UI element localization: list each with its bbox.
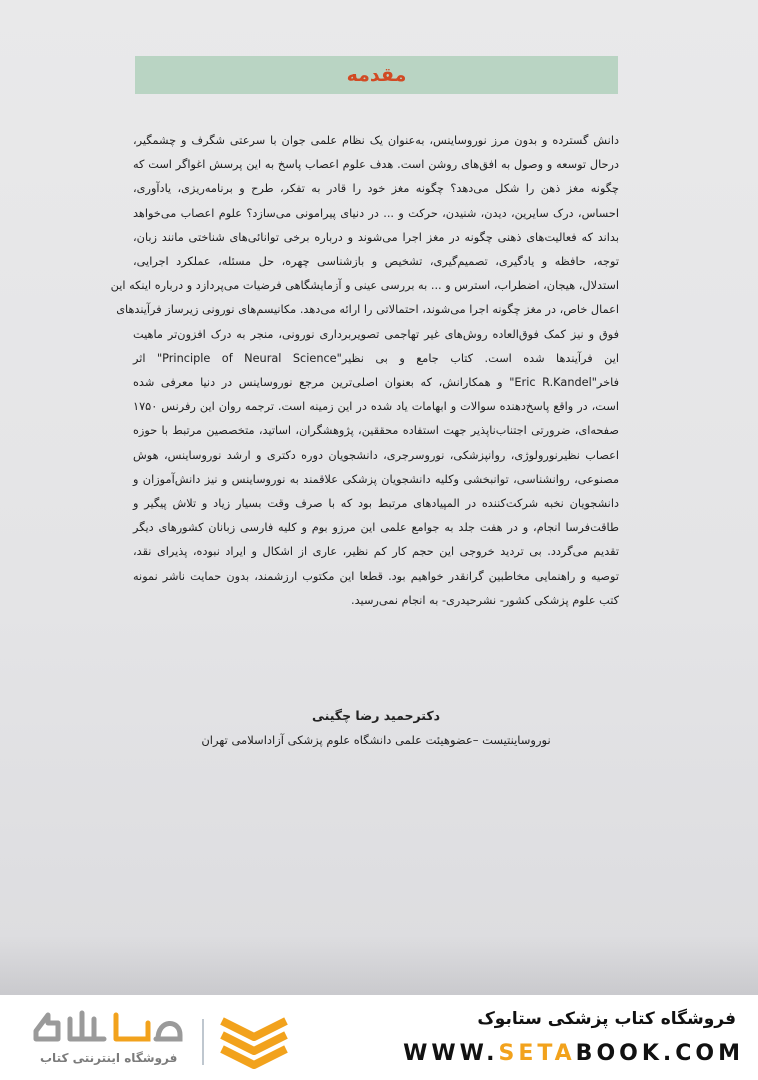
logo-divider: [202, 1019, 204, 1065]
store-name: فروشگاه کتاب پزشکی ستابوک: [477, 1009, 736, 1029]
author-name: دکترحمید رضا چگینی: [311, 708, 441, 723]
paragraph-line: فوق و نیز کمک فوق‌العاده روش‌های غیر تهاجمی تصویربرداری نورونی، منجر به درک افزون‌تر ماهیت: [133, 327, 619, 341]
paragraph-line: توجه، حافظه و یادگیری، تصمیم‌گیری، تشخیص و بازشناسی چهره، حل مسئله، عملکرد اجرایی،: [133, 255, 619, 269]
paragraph-line: دانشجویان نخبه شرکت‌کننده در المپیادهای مرتبط بود که با صرف وقت بسیار زیاد و تلاش پیگیر و: [133, 497, 619, 511]
paragraph-line: طاقت‌فرسا انجام، و در هفت جلد به جوامع علمی این مرزو بوم و کلیه فارسی زبانان کشورهای دیگر: [133, 521, 619, 535]
logo-subtitle: فروشگاه اینترنتی کتاب: [40, 1051, 178, 1065]
introduction-paragraph: [110, 129, 619, 613]
signature-block: [133, 708, 619, 747]
store-footer: [0, 995, 758, 1080]
setabook-logo-wordmark: [30, 1005, 190, 1049]
section-header-bar: [135, 56, 618, 94]
paragraph-line: احساس، درک سایرین، دیدن، شنیدن، حرکت و ... در دنیای پیرامونی می‌سازد؟ علوم اعصاب می‌خواهد: [133, 206, 619, 220]
paragraph-line: توصیه و راهنمایی مخاطبین گرانقدر خواهیم بود. قطعا این مکتوب ارزشمند، بدون حمایت ناشر نمونه: [133, 569, 619, 583]
paragraph-line: استدلال، هیجان، اضطراب، استرس و ... به بررسی عینی و آزمایشگاهی فرضیات می‌پردازد و درباره اینکه این: [110, 279, 619, 293]
section-heading: مقدمه: [346, 64, 407, 86]
store-url[interactable]: [403, 1041, 744, 1066]
paragraph-line: دانش گسترده و بدون مرز نوروساینس، به‌عنوان یک نظام علمی جوان با سرعتی شگرف و چشمگیر،: [133, 134, 619, 147]
paragraph-line: تقدیم می‌گردد. بی تردید خروجی این حجم کار کم نظیر، عاری از اشکال و ایراد نبوده، پذیرای نقد،: [133, 545, 619, 559]
setabook-wordmark-icon: [30, 1005, 190, 1049]
url-prefix: WWW.: [403, 1041, 499, 1066]
author-title: نوروساینتیست –عضوهیئت علمی دانشگاه علوم پزشکی آزاداسلامی تهران: [201, 733, 551, 747]
paragraph-line: مصنوعی، روانشناسی، توانبخشی وکلیه دانشجویان پزشکی علاقمند به نوروساینس و نیز دانش‌آموزان و: [133, 472, 619, 486]
url-accent: SETA: [498, 1041, 576, 1066]
paragraph-line: اعمال خاص، در مغز چگونه اجرا می‌شوند، احتمالاتی را ارائه می‌دهد. مکانیسم‌های نورونی زیرساز فرآیندهای: [116, 303, 619, 317]
paragraph-line: اعصاب نظیرنورولوژی، روانپزشکی، نوروسرجری، دانشجویان دوره دکتری و ارشد نوروساینس، هوش: [133, 448, 619, 462]
chevron-stack-icon: [218, 1013, 290, 1069]
paragraph-line: بداند که فعالیت‌های ذهنی چگونه در مغز اجرا می‌شوند و درباره برخی توانائی‌های شناختی مانند زبان،: [133, 230, 619, 244]
paragraph-line: درحال توسعه و وصول به افق‌های روشن است. هدف علوم اعصاب پاسخ به این پرسش اغواگر است که: [133, 158, 619, 172]
paragraph-line: صفحه‌ای، ضرورتی اجتناب‌ناپذیر جهت استفاده محققین، پژوهشگران، اساتید، متخصصین مرتبط با حوزه: [133, 424, 619, 438]
paragraph-line: است، در واقع پاسخ‌دهنده سوالات و ابهامات یاد شده در این زمینه است. ترجمه روان این رفرنس ۱۷۵۰: [133, 400, 619, 414]
paragraph-line: چگونه مغز ذهن را شکل می‌دهد؟ چگونه مغز خود را قادر به تفکر، طرح و برنامه‌ریزی، یادآوری،: [133, 182, 619, 196]
url-suffix: BOOK.COM: [575, 1041, 744, 1066]
paragraph-line: فاخر"Eric R.Kandel" و همکارانش، که بعنوان اصلی‌ترین مرجع نوروساینس در دنیا معرفی شده: [133, 376, 619, 390]
paragraph-line: کتب علوم پزشکی کشور- نشرحیدری- به انجام نمی‌رسید.: [351, 593, 619, 607]
paragraph-line: این فرآیندها شده است. کتاب جامع و بی نظیر"Principle of Neural Science" اثر: [133, 351, 619, 365]
